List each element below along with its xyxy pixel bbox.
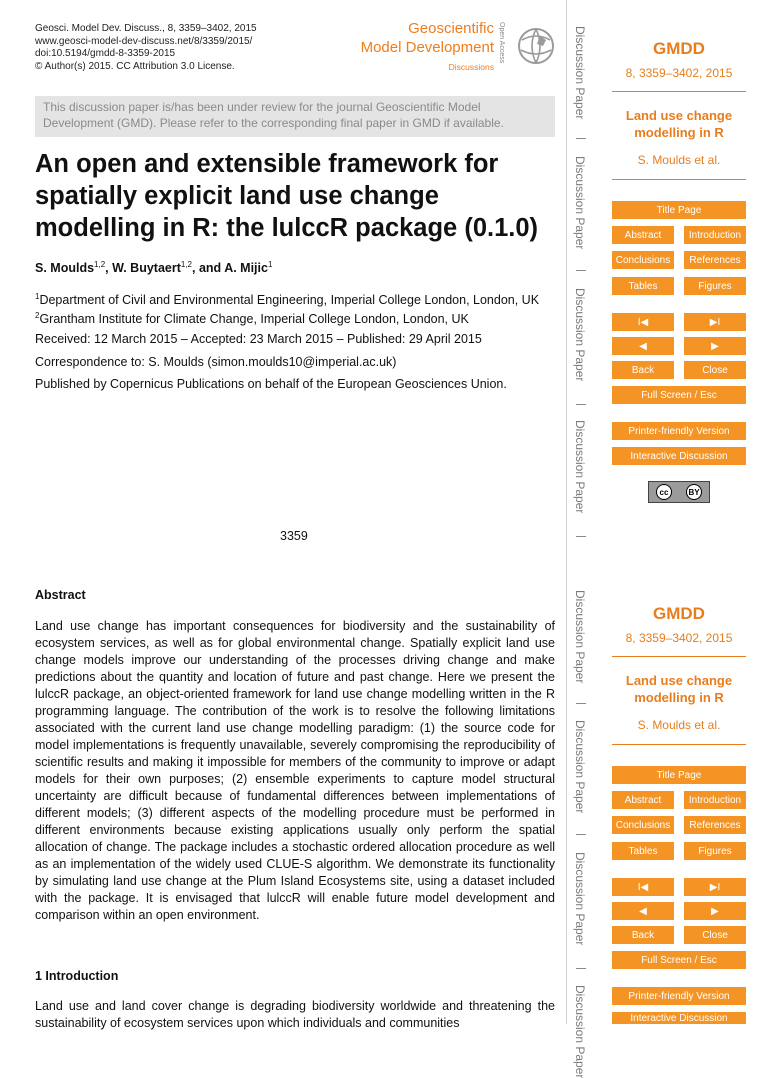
citation-block: [35, 23, 257, 73]
side-separator: [576, 834, 586, 835]
author-affiliation: 1: [267, 260, 273, 269]
abstract-button[interactable]: Abstract: [612, 226, 674, 244]
side-separator: [576, 404, 586, 405]
side-label: Discussion Paper: [573, 985, 587, 1078]
logo-line-3: Discussions: [448, 62, 494, 72]
tables-button[interactable]: Tables: [612, 842, 674, 860]
printer-friendly-button[interactable]: Printer-friendly Version: [612, 987, 746, 1005]
affiliation-number: 1: [35, 292, 40, 301]
tables-button[interactable]: Tables: [612, 277, 674, 295]
title-page-button[interactable]: Title Page: [612, 766, 746, 784]
journal-logo: [340, 20, 558, 80]
sidebar-divider: [612, 179, 746, 180]
abstract-text: Land use change has important consequences for biodiversity and the sustainability of ecosystem services, as well as for global environmental change. Spatially explicit land use change models improve our understanding of the processes driving change and make predictions about the quantity and location of future and past change. Here we present the lulccR package, an object-oriented framework for land use change modelling written in the R programming language. The contribution of the work is to resolve the following limitations associated with the current land use change modelling paradigm: (1) the source code for model implementations is frequently unavailable, severely compromising the reproducibility of scientific results and making it impossible for members of the community to improve or adapt models for their own purposes; (2) ensemble experiments to capture model structural uncertainty are difficult because of fundamental differences between implementations of different models; (3) different aspects of the modelling procedure must be performed in different environments because existing applications usually only perform the spatial allocation of change. The package includes a stochastic ordered allocation procedure as well as an implementation of the widely used CLUE-S algorithm. We demonstrate its functionality by simulating land use change at the Plum Island Ecosystems site, using a dataset included with the package. It is envisaged that lulccR will enable future model development and comparison within an open environment.: [35, 619, 555, 922]
side-label: Discussion Paper: [573, 590, 587, 684]
side-separator: [576, 536, 586, 537]
first-page-button[interactable]: I◀: [612, 878, 674, 896]
references-button[interactable]: References: [684, 816, 746, 834]
journal-name: GMDD: [653, 604, 705, 623]
introduction-button[interactable]: Introduction: [684, 226, 746, 244]
journal-volume: 8, 3359–3402, 2015: [625, 631, 733, 645]
figures-button[interactable]: Figures: [684, 842, 746, 860]
citation-line: Geosci. Model Dev. Discuss., 8, 3359–3402, 2015: [35, 23, 257, 34]
affiliation-item: [35, 308, 539, 327]
column-divider: [566, 0, 567, 1024]
side-label: Discussion Paper: [573, 288, 587, 382]
side-separator: [576, 968, 586, 969]
side-separator: [576, 138, 586, 139]
correspondence[interactable]: Correspondence to: S. Moulds (simon.moulds10@imperial.ac.uk): [35, 355, 397, 369]
side-label: Discussion Paper: [573, 852, 587, 946]
short-title: Land use change modelling in R: [625, 108, 733, 140]
conclusions-button[interactable]: Conclusions: [612, 251, 674, 269]
back-button[interactable]: Back: [612, 361, 674, 379]
author-affiliation: 1,2: [180, 260, 192, 269]
logo-line-1: Geoscientific: [408, 20, 494, 37]
interactive-discussion-button[interactable]: Interactive Discussion: [612, 1012, 746, 1024]
doi-link[interactable]: doi:10.5194/gmdd-8-3359-2015: [35, 48, 176, 59]
prev-page-button[interactable]: ◀: [612, 902, 674, 920]
logo-line-2: Model Development: [360, 39, 494, 56]
sidebar-authors: S. Moulds et al.: [637, 153, 721, 167]
affiliation-number: 2: [35, 311, 40, 321]
intro-text: Land use and land cover change is degrading biodiversity worldwide and threatening the sustainability of ecosystem services upon which individuals and communities: [35, 999, 555, 1030]
side-label: Discussion Paper: [573, 720, 587, 814]
abstract-heading: Abstract: [35, 588, 86, 602]
author-separator: , and: [192, 261, 225, 276]
references-button[interactable]: References: [684, 251, 746, 269]
close-button[interactable]: Close: [684, 926, 746, 944]
open-access-label: Open Access: [498, 22, 505, 64]
figures-button[interactable]: Figures: [684, 277, 746, 295]
conclusions-button[interactable]: Conclusions: [612, 816, 674, 834]
side-label: Discussion Paper: [573, 156, 587, 250]
side-separator: [576, 270, 586, 271]
prev-page-button[interactable]: ◀: [612, 337, 674, 355]
received-dates: Received: 12 March 2015 – Accepted: 23 March 2015 – Published: 29 April 2015: [35, 332, 482, 346]
url-link[interactable]: www.geosci-model-dev-discuss.net/8/3359/2015/: [35, 35, 253, 47]
author-separator: ,: [105, 261, 113, 276]
cc-icon: cc: [656, 484, 672, 500]
review-notice: This discussion paper is/has been under review for the journal Geoscientific Model Development (GMD). Please refer to the corresponding final paper in GMD if available.: [35, 96, 555, 137]
sidebar-divider: [612, 91, 746, 92]
next-page-button[interactable]: ▶: [684, 902, 746, 920]
short-title: Land use change modelling in R: [625, 673, 733, 705]
full-screen-button[interactable]: Full Screen / Esc: [612, 386, 746, 404]
page-number: 3359: [280, 529, 308, 543]
journal-volume: 8, 3359–3402, 2015: [625, 66, 733, 80]
affiliation-item: [35, 289, 539, 308]
affiliations: [35, 289, 539, 327]
publisher-line: Published by Copernicus Publications on behalf of the European Geosciences Union.: [35, 377, 507, 391]
author-name[interactable]: S. Moulds: [35, 261, 95, 276]
author-name[interactable]: W. Buytaert: [112, 261, 181, 276]
abstract-button[interactable]: Abstract: [612, 791, 674, 809]
author-name[interactable]: A. Mijic: [224, 261, 268, 276]
cc-license-badge[interactable]: [648, 481, 710, 503]
globe-icon: [516, 22, 556, 68]
next-page-button[interactable]: ▶: [684, 337, 746, 355]
printer-friendly-button[interactable]: Printer-friendly Version: [612, 422, 746, 440]
license-text: © Author(s) 2015. CC Attribution 3.0 License.: [35, 60, 235, 72]
first-page-button[interactable]: I◀: [612, 313, 674, 331]
intro-heading: 1 Introduction: [35, 969, 119, 983]
author-list: [35, 260, 272, 275]
side-label: Discussion Paper: [573, 420, 587, 514]
author-affiliation: 1,2: [94, 260, 106, 269]
side-label: Discussion Paper: [573, 26, 587, 120]
title-page-button[interactable]: Title Page: [612, 201, 746, 219]
introduction-button[interactable]: Introduction: [684, 791, 746, 809]
affiliation-text: Department of Civil and Environmental Engineering, Imperial College London, London, UK: [39, 293, 540, 308]
paper-title: An open and extensible framework for spatially explicit land use change modelling in R: the lulccR package (0.1.0): [35, 150, 539, 242]
back-button[interactable]: Back: [612, 926, 674, 944]
close-button[interactable]: Close: [684, 361, 746, 379]
side-separator: [576, 703, 586, 704]
last-page-button[interactable]: ▶I: [684, 878, 746, 896]
interactive-discussion-button[interactable]: Interactive Discussion: [612, 447, 746, 465]
sidebar-authors: S. Moulds et al.: [637, 718, 721, 732]
by-icon: BY: [686, 484, 702, 500]
sidebar-divider: [612, 656, 746, 657]
full-screen-button[interactable]: Full Screen / Esc: [612, 951, 746, 969]
last-page-button[interactable]: ▶I: [684, 313, 746, 331]
journal-name: GMDD: [653, 39, 705, 58]
sidebar-divider: [612, 744, 746, 745]
affiliation-text: Grantham Institute for Climate Change, Imperial College London, London, UK: [39, 312, 469, 327]
